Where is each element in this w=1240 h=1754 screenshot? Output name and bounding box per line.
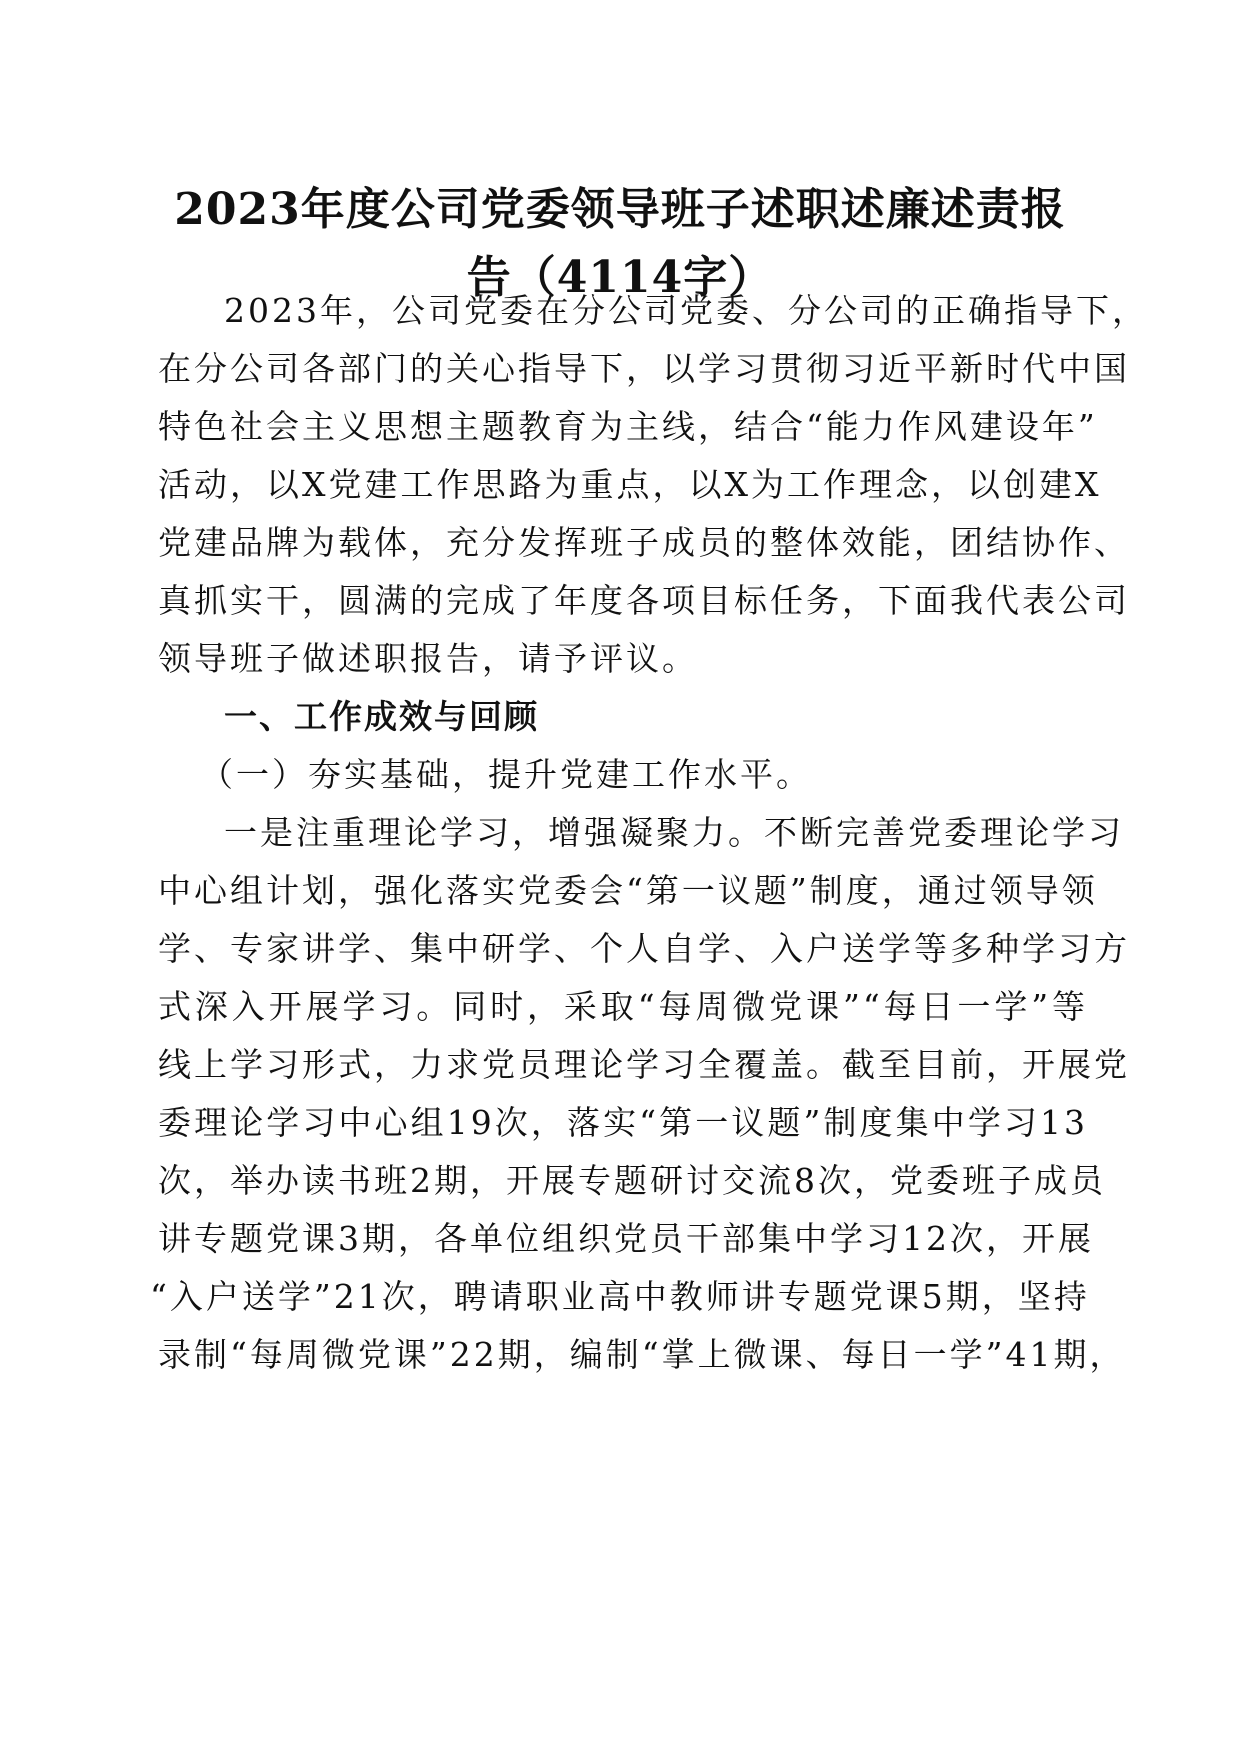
document-title-line-1: 2023年度公司党委领导班子述职述廉述责报 [174, 184, 1066, 235]
body-paragraph-line: 中心组计划，强化落实党委会“第一议题”制度，通过领导领 [158, 871, 1098, 910]
intro-paragraph-line: 真抓实干，圆满的完成了年度各项目标任务，下面我代表公司 [158, 581, 1130, 620]
body-paragraph-line: 讲专题党课3期，各单位组织党员干部集中学习12次，开展 [158, 1219, 1094, 1258]
body-paragraph-line: 线上学习形式，力求党员理论学习全覆盖。截至目前，开展党 [158, 1045, 1130, 1084]
intro-paragraph-line: 在分公司各部门的关心指导下，以学习贯彻习近平新时代中国 [158, 349, 1130, 388]
body-paragraph-line: 委理论学习中心组19次，落实“第一议题”制度集中学习13 [158, 1103, 1088, 1142]
body-paragraph-line: 式深入开展学习。同时，采取“每周微党课”“每日一学”等 [158, 987, 1088, 1026]
body-paragraph-line: 一是注重理论学习，增强凝聚力。不断完善党委理论学习 [224, 813, 1124, 852]
document-title-line-2: 告（4114字） [466, 252, 774, 303]
body-paragraph-line: “入户送学”21次，聘请职业高中教师讲专题党课5期，坚持 [150, 1277, 1090, 1316]
intro-paragraph-line: 活动，以X党建工作思路为重点，以X为工作理念，以创建X [158, 465, 1102, 504]
intro-paragraph-line: 党建品牌为载体，充分发挥班子成员的整体效能，团结协作、 [158, 523, 1130, 562]
body-paragraph-line: 次，举办读书班2期，开展专题研讨交流8次，党委班子成员 [158, 1161, 1106, 1200]
section-heading: 一、工作成效与回顾 [224, 697, 539, 736]
body-paragraph-line: 学、专家讲学、集中研学、个人自学、入户送学等多种学习方 [158, 929, 1130, 968]
body-paragraph-line: 录制“每周微党课”22期，编制“掌上微课、每日一学”41期， [158, 1335, 1126, 1374]
intro-paragraph-line: 特色社会主义思想主题教育为主线，结合“能力作风建设年” [158, 407, 1098, 446]
intro-paragraph-line: 领导班子做述职报告，请予评议。 [158, 639, 698, 678]
intro-paragraph-line: 2023年，公司党委在分公司党委、分公司的正确指导下， [224, 291, 1148, 330]
subsection-heading: （一）夯实基础，提升党建工作水平。 [200, 755, 812, 794]
